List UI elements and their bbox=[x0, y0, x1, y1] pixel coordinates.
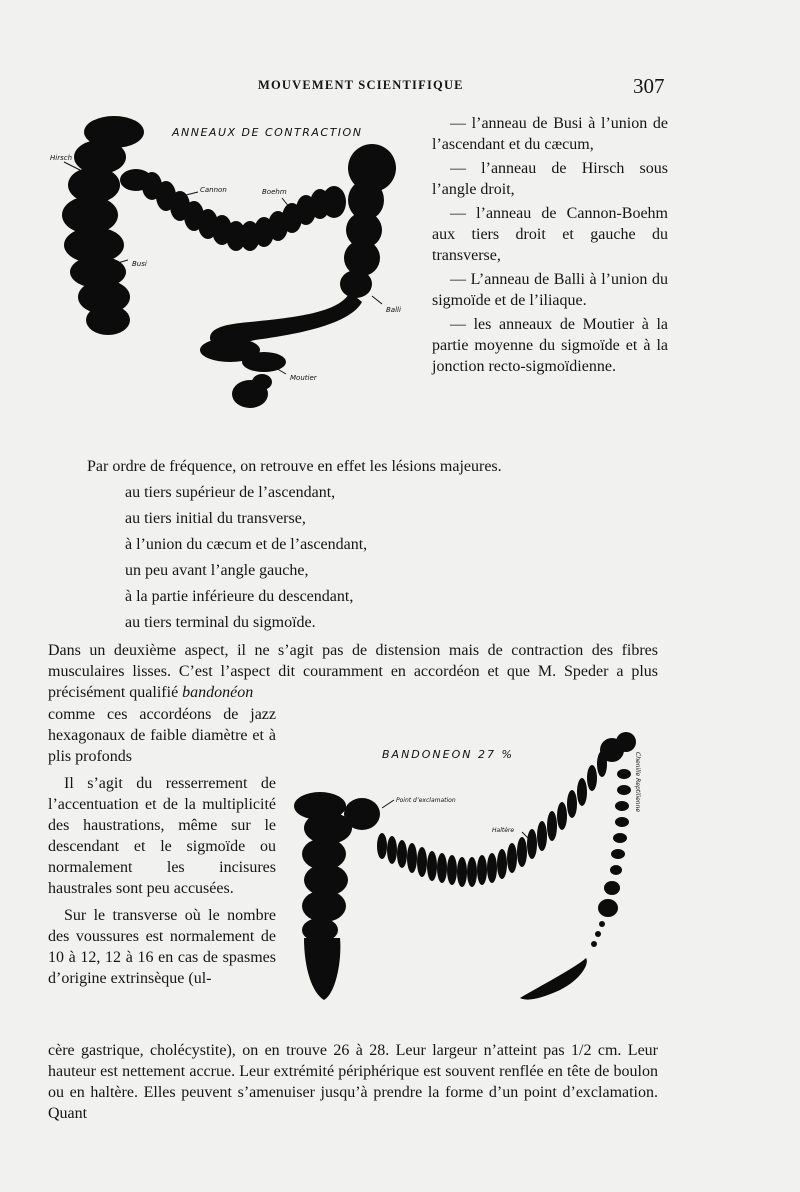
main-paragraph bbox=[48, 640, 658, 703]
main-paragraph-text: Dans un deuxième aspect, il ne s’agit pas de distension mais de contraction des fibres musculaires lisses. C’est l’aspect dit couramment en accordéon et que M. Speder a plus précisément qualifié bbox=[48, 642, 658, 701]
left-paragraph-3: Sur le transverse où le nombre des voussures est normalement de 10 à 12, 12 à 16 en cas de spasmes d’origine extrinsèque (ul- bbox=[48, 907, 276, 987]
ring-item: — l’anneau de Busi à l’union de l’ascendant et du cæcum, bbox=[432, 115, 668, 153]
ring-item: — les anneaux de Moutier à la partie moyenne du sigmoïde et à la jonction recto-sigmoïdienne. bbox=[432, 316, 668, 375]
colon-diagram-top bbox=[50, 112, 430, 417]
page-header bbox=[0, 76, 800, 100]
ring-item: — l’anneau de Hirsch sous l’angle droit, bbox=[432, 160, 668, 198]
label-boehm: Boehm bbox=[262, 188, 287, 196]
left-paragraph-2: Il s’agit du resserrement de l’accentuation et de la multiplicité des haustrations, même sur le descendant et le sigmoïde ou normalement les incisures haustrales sont peu accusées. bbox=[48, 775, 276, 897]
frequency-item: au tiers initial du transverse, bbox=[125, 510, 306, 527]
figure-contraction-rings bbox=[50, 112, 430, 417]
label-busi: Busi bbox=[132, 260, 147, 268]
label-point-exclamation: Point d’exclamation bbox=[396, 797, 456, 804]
right-column bbox=[432, 113, 668, 380]
frequency-list bbox=[125, 480, 645, 636]
frequency-item: à l’union du cæcum et de l’ascendant, bbox=[125, 536, 368, 553]
label-chenille: Chenille Reptilienne bbox=[634, 752, 641, 813]
running-title: MOUVEMENT SCIENTIFIQUE bbox=[258, 78, 464, 92]
frequency-item: au tiers terminal du sigmoïde. bbox=[125, 614, 316, 631]
figure-bottom-title: BANDONEON 27 % bbox=[382, 748, 514, 761]
bottom-paragraph: cère gastrique, cholécystite), on en trouve 26 à 28. Leur largeur n’atteint pas 1/2 cm. Leur hauteur est nettement accrue. Leur extrémité périphérique est souvent renflée en tête de boulon ou en haltère. Elles peuvent s’amenuiser jusqu’à prendre la forme d’un point d’exclamation. Quant bbox=[48, 1042, 658, 1122]
frequency-lead: Par ordre de fréquence, on retrouve en effet les lésions majeures. bbox=[87, 458, 502, 475]
ring-item: — l’anneau de Cannon-Boehm aux tiers droit et gauche du transverse, bbox=[432, 205, 668, 264]
figure-top-title: ANNEAUX DE CONTRACTION bbox=[172, 126, 363, 139]
colon-diagram-bottom bbox=[290, 728, 655, 1008]
frequency-item: un peu avant l’angle gauche, bbox=[125, 562, 309, 579]
label-moutier: Moutier bbox=[290, 374, 317, 382]
figure-bandoneon bbox=[290, 728, 655, 1008]
ring-item: — L’anneau de Balli à l’union du sigmoïde et de l’iliaque. bbox=[432, 271, 668, 309]
left-column bbox=[48, 704, 276, 995]
left-paragraph-1: comme ces accordéons de jazz hexagonaux de faible diamètre et à plis profonds bbox=[48, 706, 276, 765]
frequency-item: au tiers supérieur de l’ascendant, bbox=[125, 484, 336, 501]
page-number: 307 bbox=[633, 74, 665, 98]
italic-term: bandonéon bbox=[182, 684, 254, 701]
label-balli: Balli bbox=[386, 306, 401, 314]
label-cannon: Cannon bbox=[200, 186, 227, 194]
label-haltere: Haltère bbox=[492, 827, 515, 834]
frequency-item: à la partie inférieure du descendant, bbox=[125, 588, 354, 605]
label-hirsch: Hirsch bbox=[50, 154, 73, 162]
